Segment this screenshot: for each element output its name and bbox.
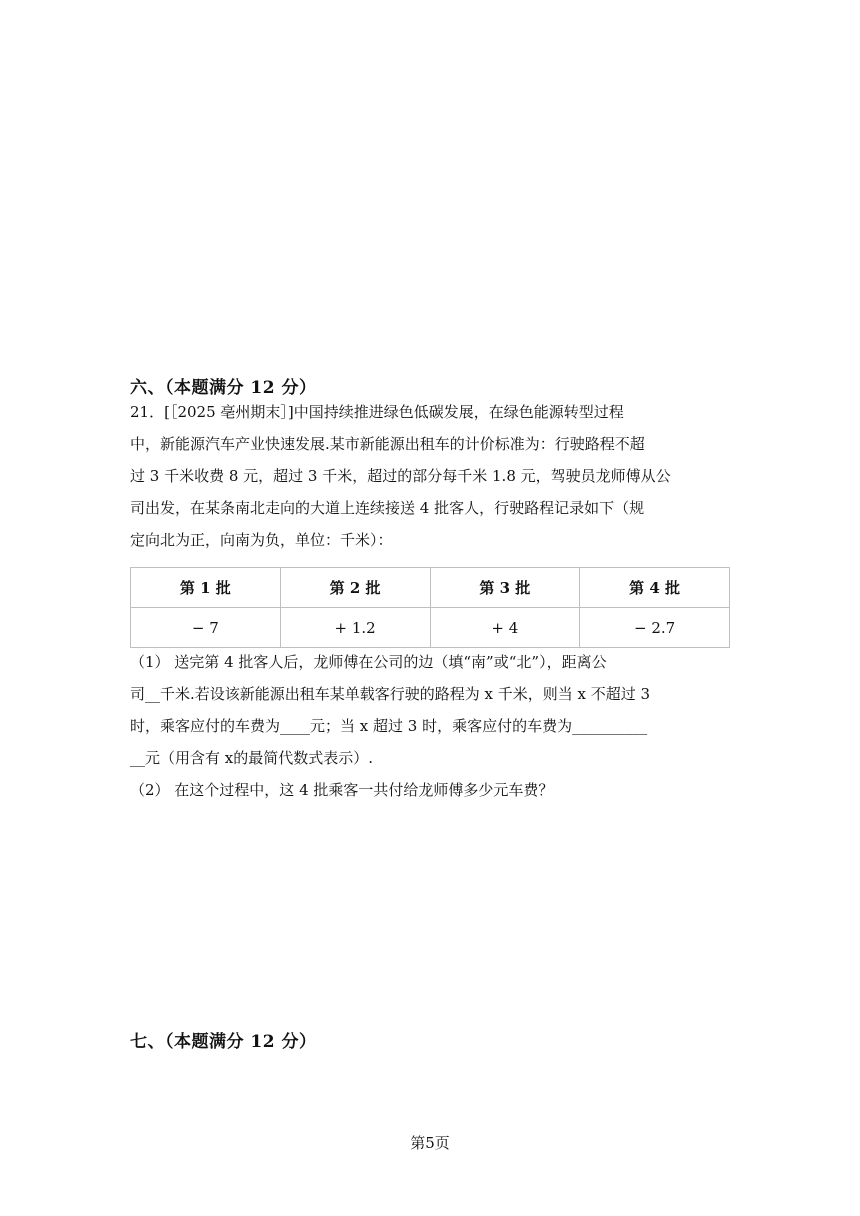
table-cell: + 4 [430, 608, 580, 648]
problem-line: 过 3 千米收费 8 元，超过 3 千米，超过的部分每千米 1.8 元，驾驶员龙师傅从公 [130, 467, 671, 485]
table-header-cell: 第 4 批 [580, 568, 730, 608]
part-line: （1） 送完第 4 批客人后，龙师傅在公司的边（填“南”或“北”），距离公 [130, 653, 607, 671]
problem-line: 司出发，在某条南北走向的大道上连续接送 4 批客人，行驶路程记录如下（规 [130, 499, 645, 517]
part-line: 时，乘客应付的车费为____元；当 x 超过 3 时，乘客应付的车费为__________ [130, 717, 648, 735]
mileage-record-table [130, 567, 730, 648]
part-line: __元（用含有 x的最简代数式表示）. [130, 749, 373, 767]
table-header-row [131, 568, 730, 608]
table-header-cell: 第 1 批 [131, 568, 281, 608]
part-line: （2） 在这个过程中，这 4 批乘客一共付给龙师傅多少元车费？ [130, 781, 554, 799]
table-cell: − 7 [131, 608, 281, 648]
problem-parts [130, 646, 730, 806]
page-number: 第5页 [410, 1134, 450, 1152]
problem-line: 21．[［2025 亳州期末］]中国持续推进绿色低碳发展，在绿色能源转型过程 [130, 403, 624, 421]
problem-line: 中，新能源汽车产业快速发展.某市新能源出租车的计价标准为：行驶路程不超 [130, 435, 645, 453]
part-line: 司__千米.若设该新能源出租车某单载客行驶的路程为 x 千米，则当 x 不超过 3 [130, 685, 651, 703]
problem-21-statement [130, 396, 730, 556]
table-cell: + 1.2 [280, 608, 430, 648]
table-cell: − 2.7 [580, 608, 730, 648]
table-header-cell: 第 2 批 [280, 568, 430, 608]
table-header-cell: 第 3 批 [430, 568, 580, 608]
section-seven-title: 七、（本题满分 12 分） [130, 1032, 317, 1052]
section-six-title: 六、（本题满分 12 分） [130, 378, 317, 398]
table-row [131, 608, 730, 648]
problem-line: 定向北为正，向南为负，单位：千米）： [130, 531, 393, 549]
